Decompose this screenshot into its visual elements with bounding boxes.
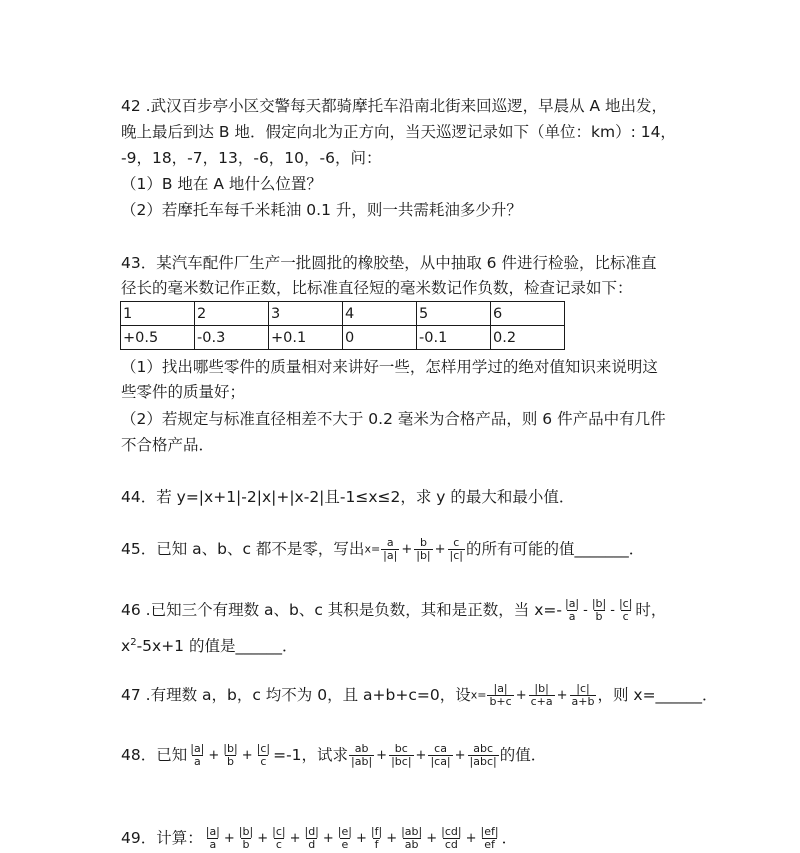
q49-suffix: ．: [501, 829, 518, 847]
q49-frac: $\frac{|a|}{a}$: [205, 825, 220, 851]
q49-frac: $\frac{|e|}{e}$: [337, 825, 352, 851]
q46-frac-c: $\frac{|c|}{c}$: [618, 597, 633, 623]
q45-prefix: 45．已知 a、b、c 都不是零，写出: [121, 540, 365, 558]
q44-text: 44．若 y=|x+1|-2|x|+|x-2|且-1≤x≤2，求 y 的最大和最小值．: [121, 488, 575, 506]
q43-sub2b: 不合格产品．: [121, 436, 215, 454]
q49-frac: $\frac{|ab|}{ab}$: [401, 825, 423, 851]
q47-line: 47 .有理数 a，b，c 均不为 0，且 a+b+c=0，设x= $\frac{|a|}{b+c}$ + $\frac{|b|}{c+a}$ + $\frac{|c|}{a+b}$ ，则 x=______．: [121, 682, 718, 708]
q46-frac-a: $\frac{|a|}{a}$: [564, 597, 580, 623]
q43-line1: 43．某汽车配件厂生产一批圆批的橡胶垫，从中抽取 6 件进行检验，比标准直: [121, 254, 657, 272]
table-cell: -0.1: [417, 326, 491, 350]
q47-prefix: 47 .有理数 a，b，c 均不为 0，且 a+b+c=0，设: [121, 686, 471, 704]
q47-x-equals: x=: [470, 688, 487, 702]
q42-line3: -9，18，-7，13，-6，10，-6，问：: [121, 149, 382, 167]
q43-line2: 径长的毫米数记作正数，比标准直径短的毫米数记作负数，检查记录如下：: [121, 279, 633, 297]
q43-sub1a: （1）找出哪些零件的质量相对来讲好一些，怎样用学过的绝对值知识来说明这: [121, 358, 658, 376]
q46-frac-b: $\frac{|b|}{b}$: [591, 597, 607, 623]
q45-frac-b: $\frac{b}{|b|}$: [416, 536, 431, 562]
q48-frac: $\frac{ca}{|ca|}$: [430, 742, 451, 768]
table-cell: 3: [269, 302, 343, 326]
q48-middle: =-1，试求: [273, 746, 349, 764]
q49-frac: $\frac{|c|}{c}$: [272, 825, 286, 851]
q48-frac: $\frac{|b|}{b}$: [223, 742, 238, 768]
q45-frac-a: $\frac{a}{|a|}$: [383, 536, 398, 562]
q49-frac: $\frac{|b|}{b}$: [238, 825, 254, 851]
q42-line1: 42 .武汉百步亭小区交警每天都骑摩托车沿南北街来回巡逻，早晨从 A 地出发，: [121, 97, 668, 115]
q45-frac-c: $\frac{c}{|c|}$: [449, 536, 464, 562]
table-cell: 4: [343, 302, 417, 326]
q48-prefix: 48．已知: [121, 746, 188, 764]
q46-line1: 46 .已知三个有理数 a、b、c 其积是负数，其和是正数，当 x=- $\frac{|a|}{a}$ - $\frac{|b|}{b}$ - $\frac{|c|}{c}$ 时，: [121, 597, 667, 623]
table-cell: 0.2: [491, 326, 565, 350]
q46-suffix: 时，: [635, 601, 667, 619]
q47-frac-b: $\frac{|b|}{c+a}$: [530, 682, 553, 708]
q48-frac: $\frac{|c|}{c}$: [256, 742, 271, 768]
table-cell: 5: [417, 302, 491, 326]
q49-frac: $\frac{|cd|}{cd}$: [441, 825, 462, 851]
q42-sub1: （1）B 地在 A 地什么位置？: [121, 175, 322, 193]
table-cell: 2: [195, 302, 269, 326]
table-cell: 6: [491, 302, 565, 326]
q47-frac-a: $\frac{|a|}{b+c}$: [489, 682, 512, 708]
table-cell: +0.5: [121, 326, 195, 350]
q42-line2: 晚上最后到达 B 地．假定向北为正方向，当天巡逻记录如下（单位：km）: 14，: [121, 123, 676, 141]
q48-frac: $\frac{\text{abc}}{\text{|abc|}}$: [469, 742, 497, 768]
q43-sub1b: 些零件的质量好；: [121, 383, 246, 401]
q49-prefix: 49．计算：: [121, 829, 203, 847]
q45-line: 45．已知 a、b、c 都不是零，写出x= $\frac{a}{|a|}$ + $\frac{b}{|b|}$ + $\frac{c}{|c|}$ 的所有可能的值_______．: [121, 536, 645, 562]
inspection-table: [120, 301, 565, 350]
q48-suffix: 的值．: [499, 746, 547, 764]
q49-frac: $\frac{|d|}{d}$: [304, 825, 319, 851]
q43-sub2a: （2）若规定与标准直径相差不大于 0.2 毫米为合格产品，则 6 件产品中有几件: [121, 410, 666, 428]
q48-frac: $\frac{|a|}{a}$: [190, 742, 205, 768]
q49-frac: $\frac{|ef|}{ef}$: [480, 825, 499, 851]
q42-sub2: （2）若摩托车每千米耗油 0.1 升，则一共需耗油多少升？: [121, 201, 522, 219]
q49-line: 49．计算： $\frac{|a|}{a}$ + $\frac{|b|}{b}$ + $\frac{|c|}{c}$ + $\frac{|d|}{d}$ + $\frac{|e|}{e}$ + $\frac{|f|}{f}$ + $\frac{|ab|}{ab}$ + $\frac{|cd|}{cd}$ + $\frac{|ef|}{ef}$ ．: [121, 825, 518, 851]
q48-frac: $\frac{bc}{|bc|}$: [391, 742, 412, 768]
table-cell: +0.1: [269, 326, 343, 350]
q45-suffix: 的所有可能的值_______．: [466, 540, 645, 558]
table-cell: 0: [343, 326, 417, 350]
table-cell: -0.3: [195, 326, 269, 350]
q49-frac: $\frac{|f|}{f}$: [370, 825, 383, 851]
table-row: [121, 326, 565, 350]
table-cell: 1: [121, 302, 195, 326]
q45-x-equals: x=: [364, 542, 381, 556]
q47-suffix: ，则 x=______．: [597, 686, 718, 704]
q48-frac: $\frac{ab}{|ab|}$: [351, 742, 373, 768]
table-row: [121, 302, 565, 326]
q47-frac-c: $\frac{|c|}{a+b}$: [571, 682, 595, 708]
q46-prefix: 46 .已知三个有理数 a、b、c 其积是负数，其和是正数，当 x=-: [121, 601, 562, 619]
q46-line2: $x^2-5x+1$ 的值是______．: [121, 637, 298, 656]
q48-line: 48．已知 $\frac{|a|}{a}$ + $\frac{|b|}{b}$ + $\frac{|c|}{c}$ =-1，试求 $\frac{ab}{|ab|}$ + $\frac{bc}{|bc|}$ + $\frac{ca}{|ca|}$ + $\frac{\text{abc}}{\text{|abc|}}$ 的值．: [121, 742, 547, 768]
